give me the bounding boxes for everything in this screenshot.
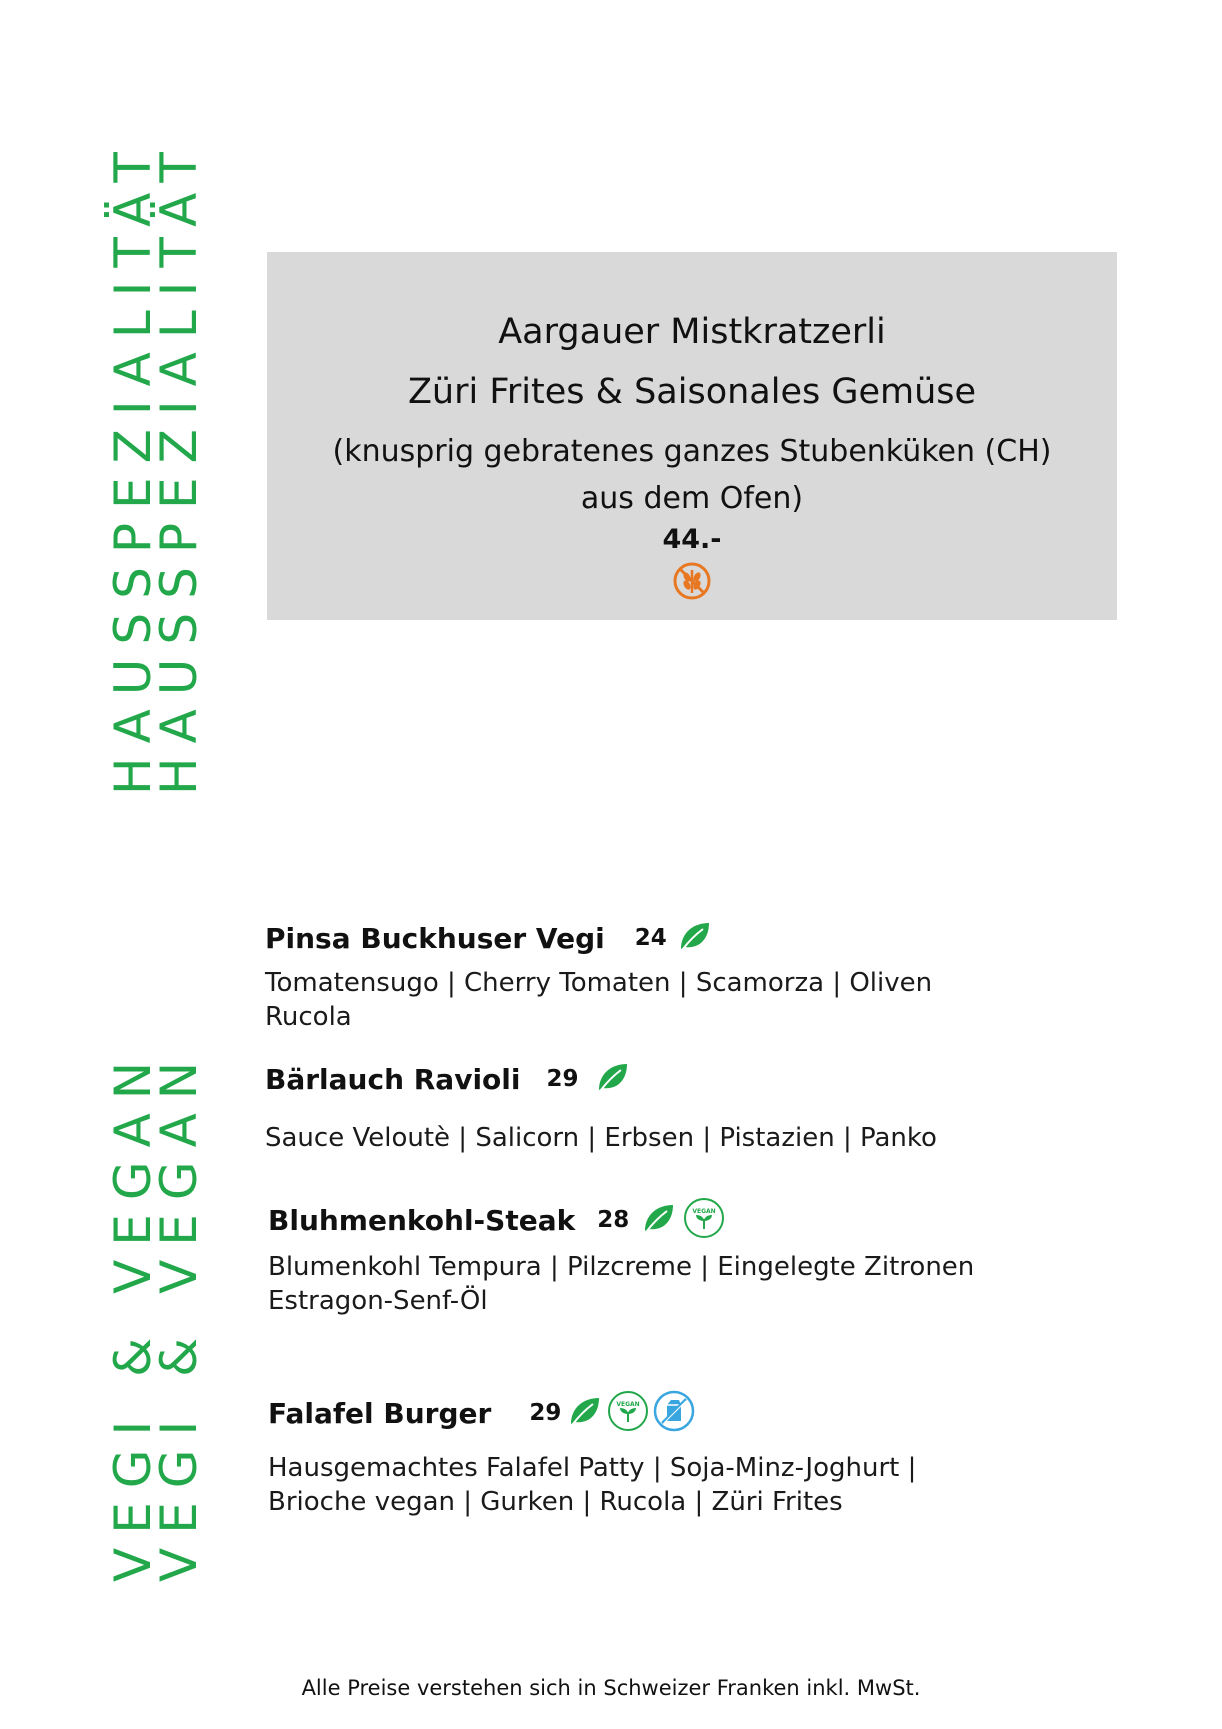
leaf-icon: [677, 919, 713, 958]
leaf-icon: [641, 1201, 677, 1240]
svg-text:VEGAN: VEGAN: [616, 1400, 641, 1408]
menu-item: [268, 1391, 916, 1519]
vegi-vegan-heading: VEGI & VEGAN VEGI & VEGAN: [104, 1047, 208, 1582]
vegan-icon: [683, 1197, 725, 1244]
special-description: (knusprig gebratenes ganzes Stubenküken (CH) aus dem Ofen): [332, 434, 1052, 516]
lactose-free-icon: [653, 1390, 695, 1437]
gluten-free-icon: [672, 561, 712, 601]
item-price: 24: [634, 925, 667, 951]
house-special-box: [267, 252, 1117, 620]
special-price: 44.-: [662, 524, 722, 555]
item-title: Bärlauch Ravioli: [265, 1062, 521, 1096]
vegan-icon: [607, 1390, 649, 1437]
item-price: 29: [529, 1400, 562, 1426]
item-price: 28: [597, 1207, 630, 1233]
item-description: Blumenkohl Tempura | Pilzcreme | Eingelegte Zitronen Estragon-Senf-Öl: [268, 1252, 975, 1316]
item-title: Bluhmenkohl-Steak: [268, 1203, 576, 1237]
leaf-icon: [595, 1060, 631, 1099]
menu-item: [265, 916, 932, 1034]
item-price: 29: [546, 1066, 579, 1092]
item-title: Pinsa Buckhuser Vegi: [265, 921, 605, 955]
menu-item: [265, 1057, 937, 1155]
svg-text:VEGAN: VEGAN: [692, 1207, 716, 1215]
item-description: Hausgemachtes Falafel Patty | Soja-Minz-Joghurt | Brioche vegan | Gurken | Rucola | Züri Frites: [268, 1453, 917, 1517]
leaf-icon: [567, 1394, 603, 1433]
item-description: Sauce Veloutè | Salicorn | Erbsen | Pistazien | Panko: [265, 1123, 937, 1153]
item-description: Tomatensugo | Cherry Tomaten | Scamorza | Oliven Rucola: [265, 968, 933, 1032]
special-name: Aargauer Mistkratzerli Züri Frites & Saisonales Gemüse: [407, 312, 977, 412]
item-title: Falafel Burger: [268, 1396, 492, 1430]
menu-item: [268, 1198, 974, 1318]
house-specialty-heading: HAUSSPEZIALITÄT HAUSSPEZIALITÄT: [104, 138, 208, 795]
footer-note: Alle Preise verstehen sich in Schweizer Franken inkl. MwSt.: [301, 1676, 921, 1700]
